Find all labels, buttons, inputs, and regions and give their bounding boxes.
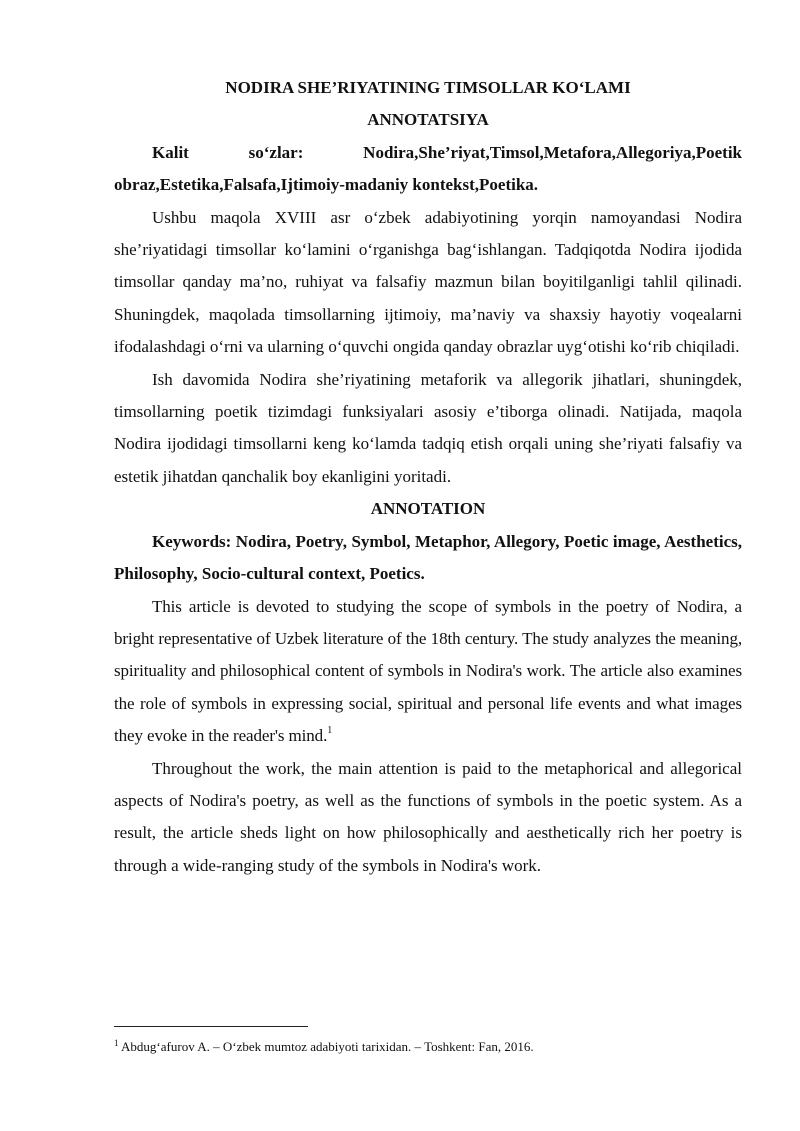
footnote-divider [114,1026,308,1027]
footnote-reference[interactable]: 1 [327,725,333,737]
annotation-heading-uz: ANNOTATSIYA [367,110,489,130]
article-title: NODIRA SHE’RIYATINING TIMSOLLAR KO‘LAMI [225,78,631,97]
keywords-en: Keywords: Nodira, Poetry, Symbol, Metaphor, Allegory, Poetic image, Aesthetics, Philosophy, Socio-cultural context, Poetics. [114,531,742,584]
footnote-text: Abdug‘afurov A. – O‘zbek mumtoz adabiyoti tarixidan. – Toshkent: Fan, 2016. [121,1039,534,1054]
keywords-uz: Kalit so‘zlar: Nodira,She’riyat,Timsol,Metafora,Allegoriya,Poetik obraz,Estetika,Falsafa,Ijtimoiy-madaniy kontekst,Poetika. [114,142,742,195]
body-text [114,72,742,882]
abstract-uz-paragraph-1: Ushbu maqola XVIII asr o‘zbek adabiyotining yorqin namoyandasi Nodira she’riyatidagi timsollar ko‘lamini o‘rganishga bag‘ishlangan. Tadqiqotda Nodira ijodida timsollar qanday ma’no, ruhiyat va falsafiy mazmun bilan boyitilganligi tahlil qilinadi. Shuningdek, maqolada timsollarning ijtimoiy, ma’naviy va shaxsiy hayotiy voqealarni ifodalashdagi o‘rni va ularning o‘quvchi ongida qanday obrazlar uyg‘otishi ko‘rib chiqiladi. [114,207,742,357]
footnote-number: 1 [114,1037,119,1048]
abstract-en-paragraph-2: Throughout the work, the main attention is paid to the metaphorical and allegorical aspects of Nodira's poetry, as well as the functions of symbols in the poetic system. As a result, the article sheds light on how philosophically and aesthetically rich her poetry is through a wide-ranging study of the symbols in Nodira's work. [114,758,742,875]
abstract-en-paragraph-1 [114,591,742,753]
abstract-en-paragraph-1-text: This article is devoted to studying the scope of symbols in the poetry of Nodira, a bright representative of Uzbek literature of the 18th century. The study analyzes the meaning, spirituality and philosophical content of symbols in Nodira's work. The article also examines the role of symbols in expressing social, spiritual and personal life events and what images they evoke in the reader's mind. [114,596,742,746]
footnote [114,1038,742,1056]
annotation-heading-en: ANNOTATION [370,499,486,519]
abstract-uz-paragraph-2: Ish davomida Nodira she’riyatining metaforik va allegorik jihatlari, shuningdek, timsollarning poetik tizimdagi funksiyalari asosiy e’tiborga olinadi. Natijada, maqola Nodira ijodidagi timsollarni keng ko‘lamda tadqiq etish orqali uning she’riyati falsafiy va estetik jihatdan qanchalik boy ekanligini yoritadi. [114,369,742,486]
